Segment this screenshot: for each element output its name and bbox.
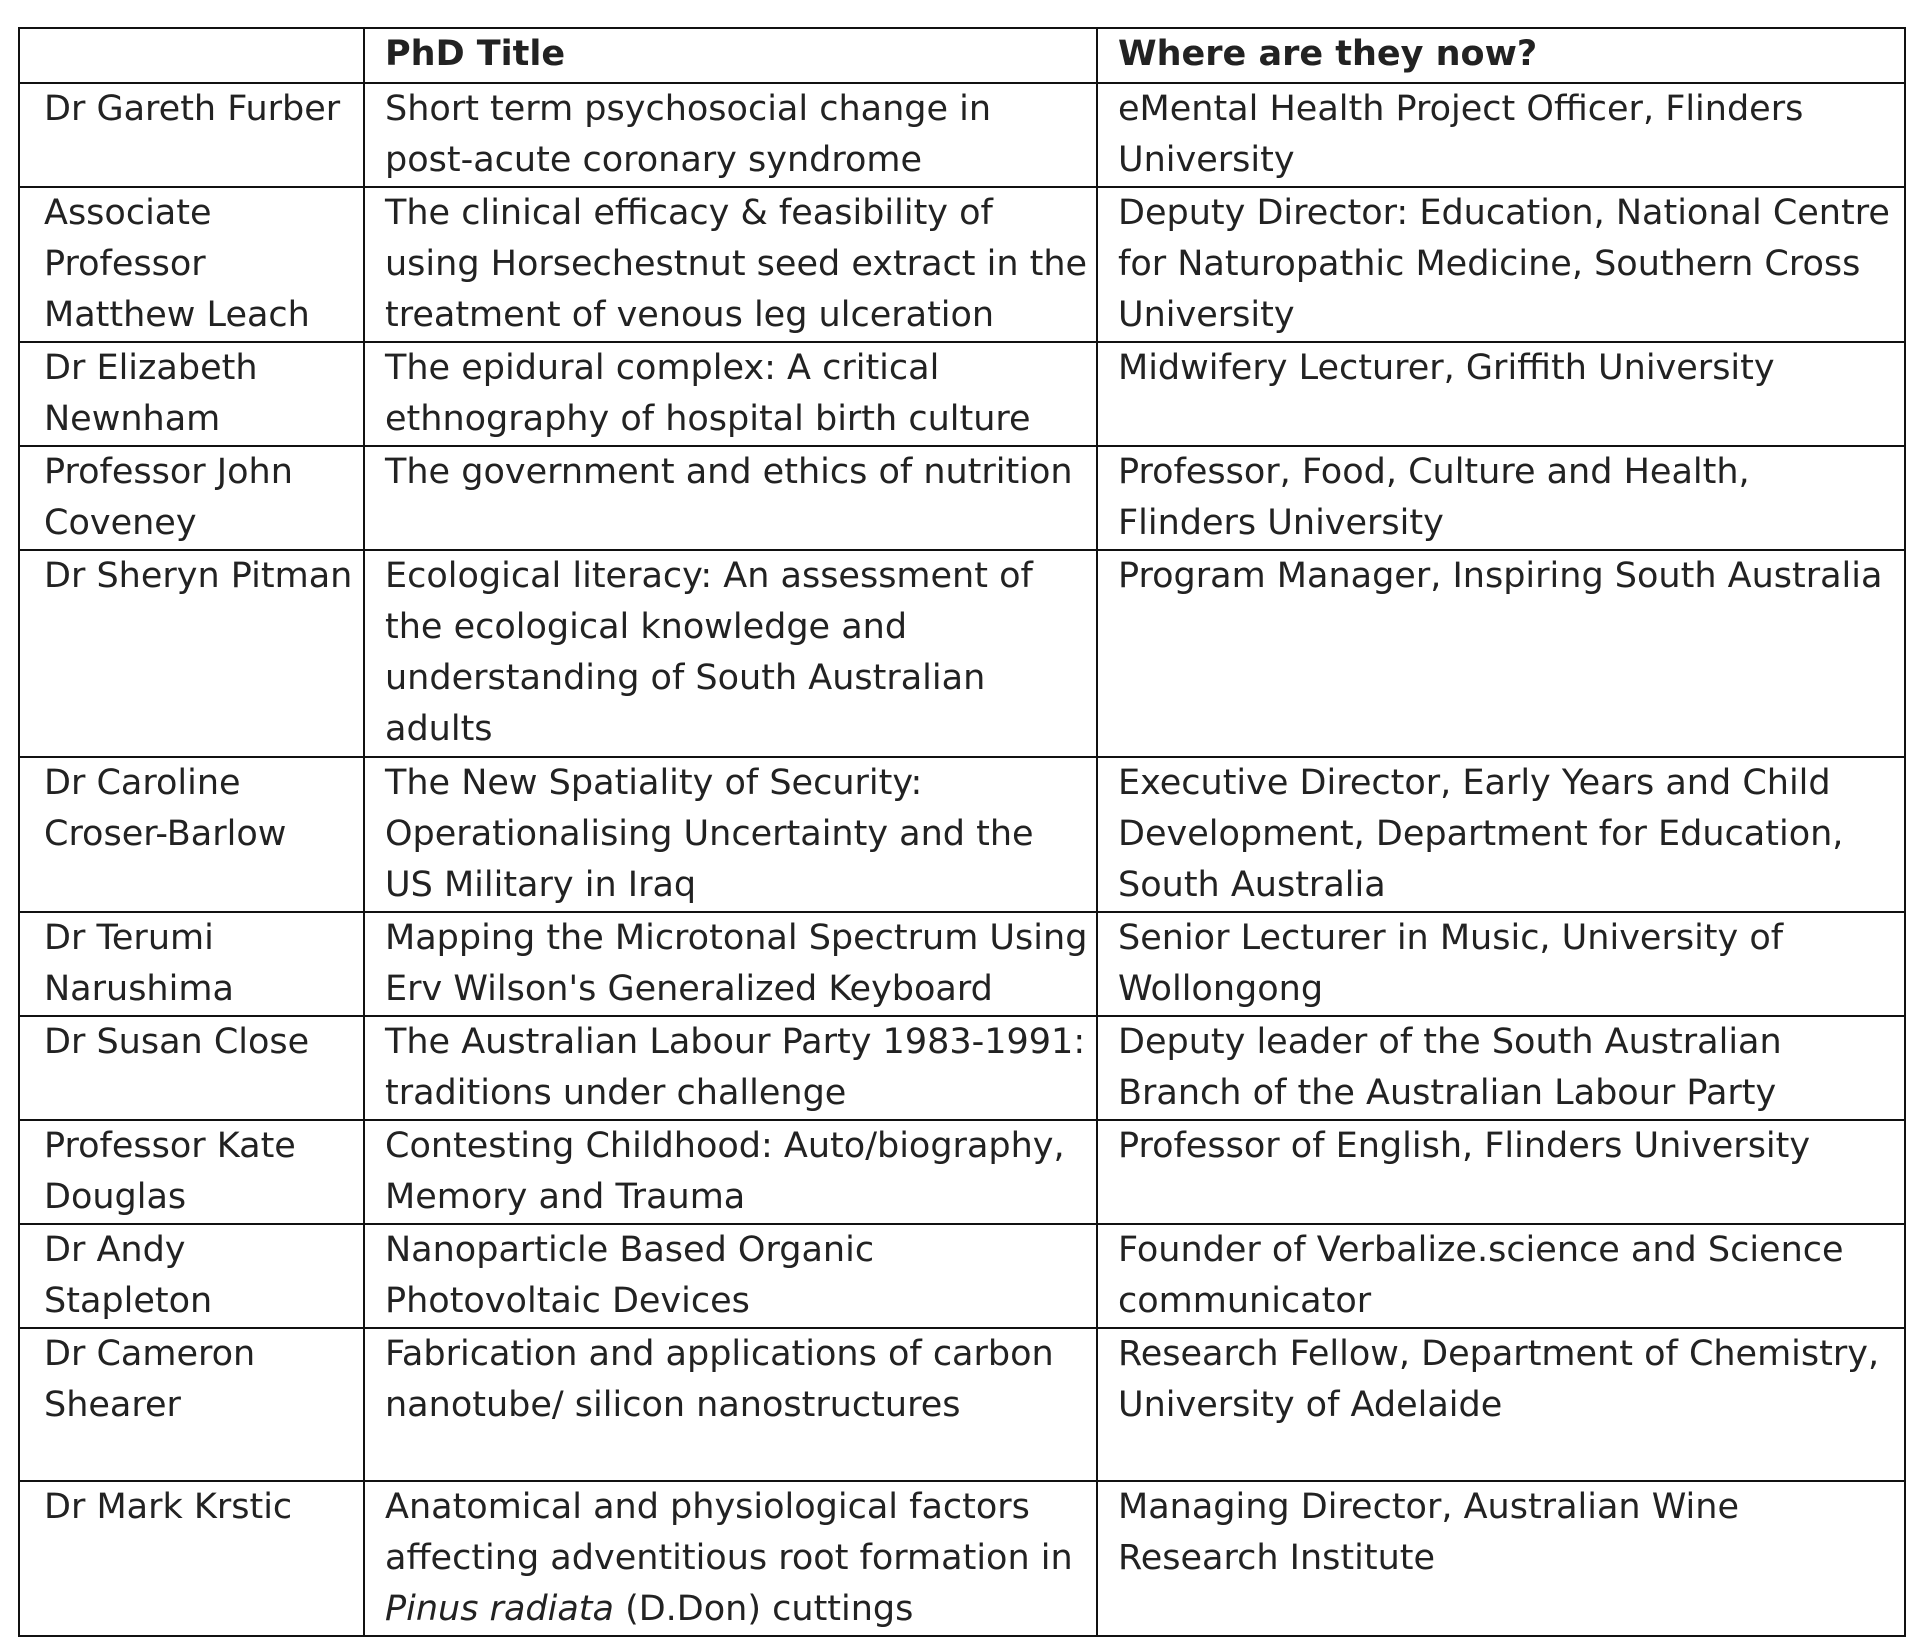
phd-title: Ecological literacy: An assessment of the ecological knowledge and understanding of South Australian adults	[364, 550, 1097, 757]
header-phd-title: PhD Title	[364, 28, 1097, 83]
current-position: Deputy Director: Education, National Centre for Naturopathic Medicine, Southern Cross University	[1097, 187, 1905, 342]
table-row	[19, 757, 1905, 912]
phd-title: The Australian Labour Party 1983-1991: traditions under challenge	[364, 1016, 1097, 1120]
phd-title-part: (D.Don) cuttings	[613, 1589, 914, 1629]
phd-title	[364, 1481, 1097, 1636]
phd-title: Short term psychosocial change in post-acute coronary syndrome	[364, 83, 1097, 187]
phd-title: The epidural complex: A critical ethnography of hospital birth culture	[364, 342, 1097, 446]
header-where-now: Where are they now?	[1097, 28, 1905, 83]
current-position: Professor, Food, Culture and Health, Flinders University	[1097, 446, 1905, 550]
graduate-name: Professor John Coveney	[19, 446, 364, 550]
phd-graduates-table	[18, 27, 1906, 1637]
current-position: Program Manager, Inspiring South Australia	[1097, 550, 1905, 757]
graduate-name: Dr Susan Close	[19, 1016, 364, 1120]
graduate-name: Dr Mark Krstic	[19, 1481, 364, 1636]
phd-title: Mapping the Microtonal Spectrum Using Erv Wilson's Generalized Keyboard	[364, 912, 1097, 1016]
phd-title: Nanoparticle Based Organic Photovoltaic Devices	[364, 1224, 1097, 1328]
header-name	[19, 28, 364, 83]
graduate-name: Dr Sheryn Pitman	[19, 550, 364, 757]
phd-title: The New Spatiality of Security: Operationalising Uncertainty and the US Military in Iraq	[364, 757, 1097, 912]
table-header-row	[19, 28, 1905, 83]
current-position: Managing Director, Australian Wine Research Institute	[1097, 1481, 1905, 1636]
table-row	[19, 1481, 1905, 1636]
table-row	[19, 446, 1905, 550]
table-row	[19, 1224, 1905, 1328]
phd-title: Contesting Childhood: Auto/biography, Memory and Trauma	[364, 1120, 1097, 1224]
phd-title: Fabrication and applications of carbon nanotube/ silicon nanostructures	[364, 1328, 1097, 1481]
graduate-name: Professor Kate Douglas	[19, 1120, 364, 1224]
current-position: Midwifery Lecturer, Griffith University	[1097, 342, 1905, 446]
current-position: eMental Health Project Officer, Flinders University	[1097, 83, 1905, 187]
current-position: Deputy leader of the South Australian Branch of the Australian Labour Party	[1097, 1016, 1905, 1120]
table-row	[19, 550, 1905, 757]
current-position: Professor of English, Flinders University	[1097, 1120, 1905, 1224]
graduate-name: Dr Caroline Croser-Barlow	[19, 757, 364, 912]
phd-title: The clinical efficacy & feasibility of using Horsechestnut seed extract in the treatment of venous leg ulceration	[364, 187, 1097, 342]
graduate-name: Dr Gareth Furber	[19, 83, 364, 187]
graduate-name: Associate Professor Matthew Leach	[19, 187, 364, 342]
table-row	[19, 1016, 1905, 1120]
table-row	[19, 1328, 1905, 1481]
table-row	[19, 83, 1905, 187]
graduate-name: Dr Cameron Shearer	[19, 1328, 364, 1481]
current-position: Research Fellow, Department of Chemistry, University of Adelaide	[1097, 1328, 1905, 1481]
table-row	[19, 912, 1905, 1016]
table-row	[19, 342, 1905, 446]
phd-title: The government and ethics of nutrition	[364, 446, 1097, 550]
current-position: Senior Lecturer in Music, University of Wollongong	[1097, 912, 1905, 1016]
graduate-name: Dr Terumi Narushima	[19, 912, 364, 1016]
graduate-name: Dr Elizabeth Newnham	[19, 342, 364, 446]
current-position: Executive Director, Early Years and Child Development, Department for Education, South Australia	[1097, 757, 1905, 912]
current-position: Founder of Verbalize.science and Science communicator	[1097, 1224, 1905, 1328]
species-name: Pinus radiata	[385, 1589, 614, 1629]
table-row	[19, 1120, 1905, 1224]
phd-title-part: Anatomical and physiological factors affecting adventitious root formation in	[385, 1487, 1073, 1578]
graduate-name: Dr Andy Stapleton	[19, 1224, 364, 1328]
table-row	[19, 187, 1905, 342]
